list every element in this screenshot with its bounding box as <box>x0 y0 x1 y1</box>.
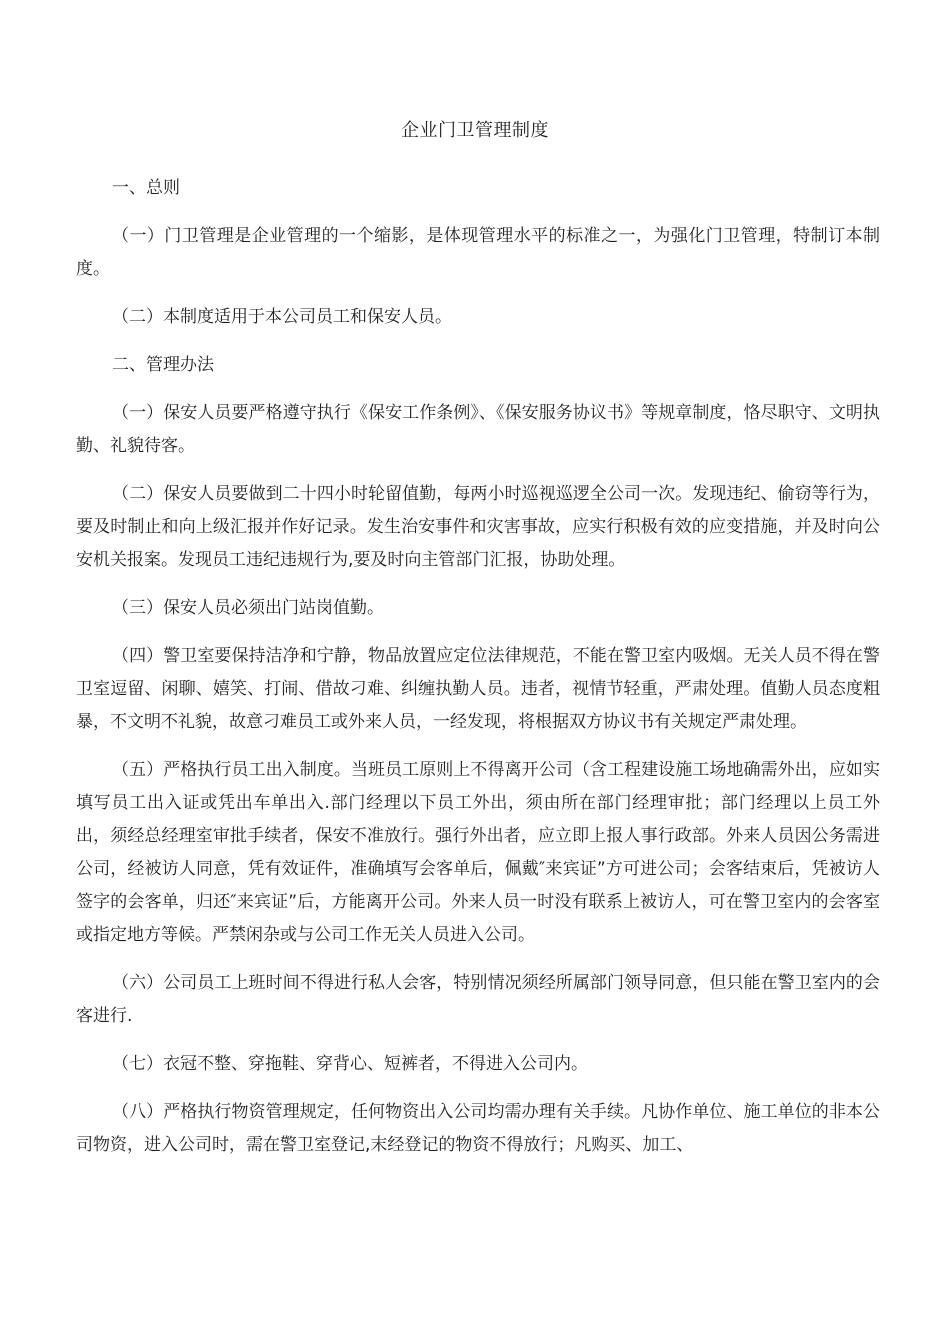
paragraph: （一）保安人员要严格遵守执行《保安工作条例》、《保安服务协议书》等规章制度，恪尽职守、文明执勤、礼貌待客。 <box>76 403 880 456</box>
document-body <box>76 172 880 1177</box>
document-title: 企业门卫管理制度 <box>401 120 549 141</box>
paragraph: （六）公司员工上班时间不得进行私人会客，特别情况须经所属部门领导同意，但只能在警卫室内的会客进行. <box>76 973 880 1026</box>
paragraph: （五）严格执行员工出入制度。当班员工原则上不得离开公司（含工程建设施工场地确需外出，应如实填写员工出入证或凭出车单出入.部门经理以下员工外出，须由所在部门经理审批；部门经理以上员工外出，须经总经理室审批手续者，保安不准放行。强行外出者，应立即上报人事行政部。外来人员因公务需进公司，经被访人同意，凭有效证件，准确填写会客单后，佩戴″来宾证”方可进公司；会客结束后，凭被访人签字的会客单，归还″来宾证”后，方能离开公司。外来人员一时没有联系上被访人，可在警卫室内的会客室或指定地方等候。严禁闲杂或与公司工作无关人员进入公司。 <box>76 760 880 945</box>
paragraph: （四）警卫室要保持洁净和宁静，物品放置应定位法律规范，不能在警卫室内吸烟。无关人员不得在警卫室逗留、闲聊、嬉笑、打闹、借故刁难、纠缠执勤人员。违者，视情节轻重，严肃处理。值勤人员态度粗暴，不文明不礼貌，故意刁难员工或外来人员，一经发现，将根据双方协议书有关规定严肃处理。 <box>76 646 880 732</box>
paragraph: （二）本制度适用于本公司员工和保安人员。 <box>112 307 452 327</box>
paragraph: （一）门卫管理是企业管理的一个缩影，是体现管理水平的标准之一，为强化门卫管理，特制订本制度。 <box>76 226 880 279</box>
paragraph: （八）严格执行物资管理规定，任何物资出入公司均需办理有关手续。凡协作单位、施工单位的非本公司物资，进入公司时，需在警卫室登记,末经登记的物资不得放行；凡购买、加工、 <box>76 1102 880 1155</box>
section-heading-management: 二、管理办法 <box>112 355 214 375</box>
paragraph: （二）保安人员要做到二十四小时轮留值勤，每两小时巡视巡逻全公司一次。发现违纪、偷窃等行为，要及时制止和向上级汇报并作好记录。发生治安事件和灾害事故，应实行积极有效的应变措施，并及时向公安机关报案。发现员工违纪违规行为,要及时向主管部门汇报，协助处理。 <box>76 484 880 570</box>
section-heading-general: 一、总则 <box>112 178 180 198</box>
paragraph: （三）保安人员必须出门站岗值勤。 <box>112 598 384 618</box>
paragraph: （七）衣冠不整、穿拖鞋、穿背心、短裤者，不得进入公司内。 <box>112 1054 588 1074</box>
